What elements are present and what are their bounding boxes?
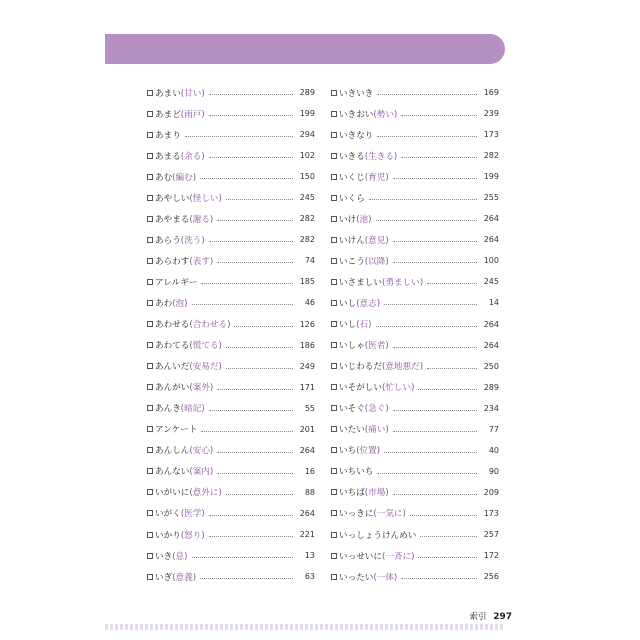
entry-page: 100 (483, 256, 499, 266)
checkbox-icon (147, 384, 153, 390)
entry-kanji: (意見) (364, 235, 389, 246)
checkbox-icon (147, 111, 153, 117)
entry-kanji: (息) (172, 551, 188, 562)
page-number: 297 (493, 612, 512, 622)
entry-page: 40 (488, 445, 499, 455)
dot-leader (217, 389, 293, 390)
entry-kanji: (育児) (364, 172, 389, 183)
checkbox-icon (147, 174, 153, 180)
entry-page: 294 (299, 130, 315, 140)
entry-kanji: (洗う) (180, 235, 205, 246)
entry-page: 199 (299, 109, 315, 119)
dot-leader (377, 473, 477, 474)
entry-word: あまる (155, 151, 181, 162)
entry-word: いさましい (339, 277, 382, 288)
entry-page: 126 (299, 319, 315, 329)
entry-page: 234 (483, 403, 499, 413)
entry-page: 245 (483, 277, 499, 287)
dot-leader (384, 452, 477, 453)
entry-kanji: (急ぐ) (364, 404, 389, 415)
entry-kanji: (痛い) (364, 425, 389, 436)
dot-leader (418, 557, 477, 558)
checkbox-icon (331, 279, 337, 285)
checkbox-icon (331, 489, 337, 495)
checkbox-icon (147, 90, 153, 96)
checkbox-icon (147, 342, 153, 348)
index-entry (147, 82, 315, 103)
entry-kanji: (石) (356, 320, 372, 331)
index-entry (331, 208, 499, 229)
dot-leader (226, 347, 293, 348)
checkbox-icon (331, 321, 337, 327)
checkbox-icon (147, 447, 153, 453)
dot-leader (209, 157, 293, 158)
checkbox-icon (147, 153, 153, 159)
entry-word: あんない (155, 467, 190, 478)
dot-leader (226, 199, 293, 200)
entry-word: いっしょうけんめい (339, 530, 417, 541)
entry-word: いこう (339, 256, 365, 267)
entry-page: 221 (299, 530, 315, 539)
entry-kanji: (安易だ) (189, 362, 222, 373)
entry-word: いったい (339, 572, 374, 583)
index-column-right (331, 82, 499, 587)
entry-word: あまど (155, 109, 181, 120)
entry-kanji: (池) (356, 214, 372, 225)
checkbox-icon (147, 132, 153, 138)
entry-word: アンケート (155, 425, 198, 436)
entry-page: 289 (483, 382, 499, 392)
entry-word: アレルギー (155, 277, 198, 288)
checkbox-icon (147, 468, 153, 474)
checkbox-icon (331, 532, 337, 538)
entry-page: 256 (483, 572, 499, 582)
entry-word: あらわす (155, 256, 190, 267)
entry-page: 173 (483, 130, 499, 140)
page-footer (469, 610, 512, 622)
entry-kanji: (一気に) (373, 509, 406, 520)
checkbox-icon (147, 258, 153, 264)
index-entry (331, 271, 499, 292)
entry-word: いけん (339, 235, 365, 246)
entry-page: 173 (483, 508, 499, 518)
index-entry (147, 356, 315, 377)
index-entry (331, 461, 499, 482)
entry-page: 46 (304, 298, 315, 308)
checkbox-icon (331, 574, 337, 580)
checkbox-icon (331, 90, 337, 96)
entry-kanji: (意志) (356, 298, 381, 309)
entry-page: 88 (304, 487, 315, 497)
checkbox-icon (331, 510, 337, 516)
entry-word: あやまる (155, 214, 190, 225)
index-entry (147, 208, 315, 229)
checkbox-icon (147, 321, 153, 327)
entry-page: 172 (483, 551, 499, 561)
entry-word: いし (339, 298, 357, 309)
index-entry (147, 187, 315, 208)
dot-leader (200, 578, 293, 579)
entry-word: いしゃ (339, 341, 365, 352)
dot-leader (209, 115, 293, 116)
checkbox-icon (331, 195, 337, 201)
dot-leader (410, 515, 477, 516)
entry-page: 245 (299, 193, 315, 203)
checkbox-icon (331, 426, 337, 432)
entry-word: あやしい (155, 193, 190, 204)
entry-kanji: (勢い) (373, 109, 398, 120)
entry-word: いちば (339, 488, 365, 499)
entry-kanji: (以降) (364, 256, 389, 267)
index-column-left (147, 82, 315, 587)
checkbox-icon (147, 532, 153, 538)
entry-page: 282 (299, 235, 315, 245)
checkbox-icon (331, 447, 337, 453)
entry-kanji: (合わせる) (189, 320, 231, 331)
entry-page: 282 (299, 214, 315, 224)
index-entry (147, 503, 315, 524)
index-entry (147, 524, 315, 545)
entry-kanji: (安心) (189, 446, 214, 457)
dot-leader (418, 389, 477, 390)
index-entry (331, 103, 499, 124)
index-entry (331, 524, 499, 545)
index-entry (147, 292, 315, 313)
dot-leader (185, 136, 293, 137)
index-entry (147, 250, 315, 271)
dot-leader (217, 262, 293, 263)
entry-kanji: (忙しい) (381, 383, 415, 394)
entry-page: 90 (488, 466, 499, 476)
entry-kanji: (一体) (373, 572, 398, 583)
entry-kanji: (案内) (189, 467, 214, 478)
entry-kanji: (意外に) (189, 488, 222, 499)
entry-word: いぎ (155, 572, 173, 583)
index-entry (147, 419, 315, 440)
entry-word: いそがしい (339, 383, 382, 394)
entry-kanji: (市場) (364, 488, 389, 499)
entry-page: 14 (488, 298, 499, 308)
entry-page: 74 (304, 256, 315, 266)
entry-word: いっせいに (339, 551, 382, 562)
index-entry (331, 124, 499, 145)
index-entry (331, 292, 499, 313)
dot-leader (393, 410, 477, 411)
dot-leader (393, 431, 477, 432)
index-entry (147, 398, 315, 419)
checkbox-icon (331, 553, 337, 559)
index-entry (147, 166, 315, 187)
entry-word: いきいき (339, 88, 374, 99)
entry-page: 186 (299, 340, 315, 350)
checkbox-icon (147, 216, 153, 222)
entry-word: いけ (339, 214, 357, 225)
entry-kanji: (勇ましい) (381, 277, 424, 288)
entry-kanji: (生きる) (364, 151, 398, 162)
entry-word: いくら (339, 193, 365, 204)
entry-page: 257 (483, 530, 499, 539)
dot-leader (217, 452, 293, 453)
entry-kanji: (慌てる) (189, 341, 222, 352)
entry-kanji: (案外) (189, 383, 214, 394)
index-entry (147, 229, 315, 250)
entry-page: 264 (299, 508, 315, 518)
checkbox-icon (147, 237, 153, 243)
checkbox-icon (331, 132, 337, 138)
index-entry (331, 377, 499, 398)
dot-leader (226, 368, 293, 369)
entry-word: あまい (155, 88, 181, 99)
index-entry (331, 250, 499, 271)
entry-page: 264 (483, 319, 499, 329)
entry-page: 185 (299, 277, 315, 287)
entry-word: いがいに (155, 488, 190, 499)
entry-word: いちいち (339, 467, 374, 478)
entry-word: あらう (155, 235, 181, 246)
dot-leader (226, 494, 293, 495)
entry-page: 264 (483, 340, 499, 350)
index-entry (147, 566, 315, 587)
entry-kanji: (謝る) (189, 214, 214, 225)
entry-word: いじわるだ (339, 362, 382, 373)
entry-page: 102 (299, 151, 315, 161)
entry-kanji: (甘い) (180, 88, 205, 99)
entry-page: 209 (483, 487, 499, 497)
index-entry (331, 166, 499, 187)
index-entry (147, 545, 315, 566)
dot-leader (376, 220, 477, 221)
index-entry (147, 103, 315, 124)
entry-kanji: (泡) (172, 298, 188, 309)
index-entry (331, 356, 499, 377)
dot-leader (201, 431, 293, 432)
entry-word: いがく (155, 509, 181, 520)
entry-page: 255 (483, 193, 499, 203)
dot-leader (427, 283, 477, 284)
entry-word: あんき (155, 404, 181, 415)
dot-leader (209, 410, 293, 411)
index-entry (147, 124, 315, 145)
entry-word: いかり (155, 530, 181, 541)
entry-kanji: (医学) (180, 509, 205, 520)
checkbox-icon (331, 216, 337, 222)
dot-leader (393, 262, 477, 263)
index-entry (147, 440, 315, 461)
index-entry (331, 187, 499, 208)
index-entry (331, 145, 499, 166)
entry-page: 264 (483, 214, 499, 224)
entry-page: 13 (304, 551, 315, 561)
entry-page: 150 (299, 172, 315, 182)
checkbox-icon (331, 384, 337, 390)
entry-kanji: (暗記) (180, 404, 205, 415)
dot-leader (384, 304, 477, 305)
checkbox-icon (331, 468, 337, 474)
dot-leader (401, 157, 477, 158)
dot-leader (393, 178, 477, 179)
dot-leader (401, 115, 477, 116)
entry-page: 199 (483, 172, 499, 182)
entry-page: 63 (304, 572, 315, 582)
entry-word: あわてる (155, 341, 190, 352)
entry-page: 201 (299, 424, 315, 434)
entry-word: いっきに (339, 509, 374, 520)
entry-page: 289 (299, 88, 315, 98)
index-entry (331, 229, 499, 250)
entry-word: いたい (339, 425, 365, 436)
checkbox-icon (147, 574, 153, 580)
index-entry (147, 271, 315, 292)
entry-word: いきなり (339, 130, 374, 141)
checkbox-icon (147, 510, 153, 516)
dot-leader (209, 515, 293, 516)
entry-word: いそぐ (339, 404, 365, 415)
entry-kanji: (位置) (356, 446, 381, 457)
entry-page: 264 (483, 235, 499, 245)
dot-leader (377, 136, 477, 137)
index-entry (147, 461, 315, 482)
entry-word: あわせる (155, 320, 190, 331)
entry-word: あんいだ (155, 362, 190, 373)
entry-word: いきる (339, 151, 365, 162)
dot-leader (393, 241, 477, 242)
index-entry (147, 335, 315, 356)
dot-leader (217, 473, 293, 474)
entry-word: いき (155, 551, 173, 562)
checkbox-icon (331, 363, 337, 369)
dot-leader (401, 578, 477, 579)
dot-leader (192, 304, 293, 305)
entry-word: いくじ (339, 172, 365, 183)
dot-leader (427, 368, 477, 369)
footer-label: 索引 (469, 612, 487, 622)
checkbox-icon (331, 174, 337, 180)
dot-leader (377, 94, 477, 95)
dot-leader (393, 347, 477, 348)
index-entry (331, 335, 499, 356)
footer-band (105, 624, 505, 630)
dot-leader (201, 283, 293, 284)
dot-leader (209, 94, 293, 95)
entry-page: 250 (483, 361, 499, 371)
entry-page: 264 (299, 445, 315, 455)
entry-word: いし (339, 320, 357, 331)
index-entry (331, 566, 499, 587)
checkbox-icon (147, 405, 153, 411)
dot-leader (192, 557, 293, 558)
dot-leader (376, 326, 477, 327)
entry-page: 282 (483, 151, 499, 161)
entry-word: あむ (155, 172, 173, 183)
checkbox-icon (331, 405, 337, 411)
checkbox-icon (147, 489, 153, 495)
index-entry (147, 314, 315, 335)
entry-word: あんしん (155, 446, 190, 457)
entry-word: あまり (155, 130, 181, 141)
index-entry (147, 377, 315, 398)
dot-leader (420, 536, 477, 537)
entry-page: 16 (304, 466, 315, 476)
entry-page: 171 (299, 382, 315, 392)
entry-word: いきおい (339, 109, 374, 120)
entry-kanji: (怪しい) (189, 193, 222, 204)
checkbox-icon (147, 195, 153, 201)
checkbox-icon (331, 237, 337, 243)
entry-kanji: (編む) (172, 172, 197, 183)
index-entry (331, 545, 499, 566)
entry-kanji: (意地悪だ) (381, 362, 424, 373)
index-entry (147, 482, 315, 503)
index-entry (331, 82, 499, 103)
checkbox-icon (331, 258, 337, 264)
checkbox-icon (147, 300, 153, 306)
entry-page: 249 (299, 361, 315, 371)
checkbox-icon (331, 342, 337, 348)
entry-word: いち (339, 446, 357, 457)
checkbox-icon (147, 426, 153, 432)
dot-leader (200, 178, 293, 179)
index-entry (331, 482, 499, 503)
entry-word: あんがい (155, 383, 190, 394)
index-entry (331, 419, 499, 440)
dot-leader (217, 220, 293, 221)
entry-page: 239 (483, 109, 499, 119)
entry-kanji: (一斉に) (381, 551, 415, 562)
entry-kanji: (意義) (172, 572, 197, 583)
dot-leader (209, 536, 293, 537)
index-entry (331, 503, 499, 524)
checkbox-icon (331, 300, 337, 306)
entry-kanji: (余る) (180, 151, 205, 162)
checkbox-icon (331, 153, 337, 159)
dot-leader (234, 326, 293, 327)
dot-leader (209, 241, 293, 242)
entry-page: 77 (488, 424, 499, 434)
entry-kanji: (怒り) (180, 530, 205, 541)
dot-leader (369, 199, 477, 200)
checkbox-icon (147, 279, 153, 285)
entry-word: あわ (155, 298, 173, 309)
index-entry (147, 145, 315, 166)
entry-page: 55 (304, 403, 315, 413)
dot-leader (393, 494, 477, 495)
entry-kanji: (雨戸) (180, 109, 205, 120)
entry-kanji: (医者) (364, 341, 389, 352)
index-entry (331, 398, 499, 419)
entry-kanji: (表す) (189, 256, 214, 267)
checkbox-icon (331, 111, 337, 117)
index-entry (331, 314, 499, 335)
checkbox-icon (147, 553, 153, 559)
index-entry (331, 440, 499, 461)
entry-page: 169 (483, 88, 499, 98)
checkbox-icon (147, 363, 153, 369)
